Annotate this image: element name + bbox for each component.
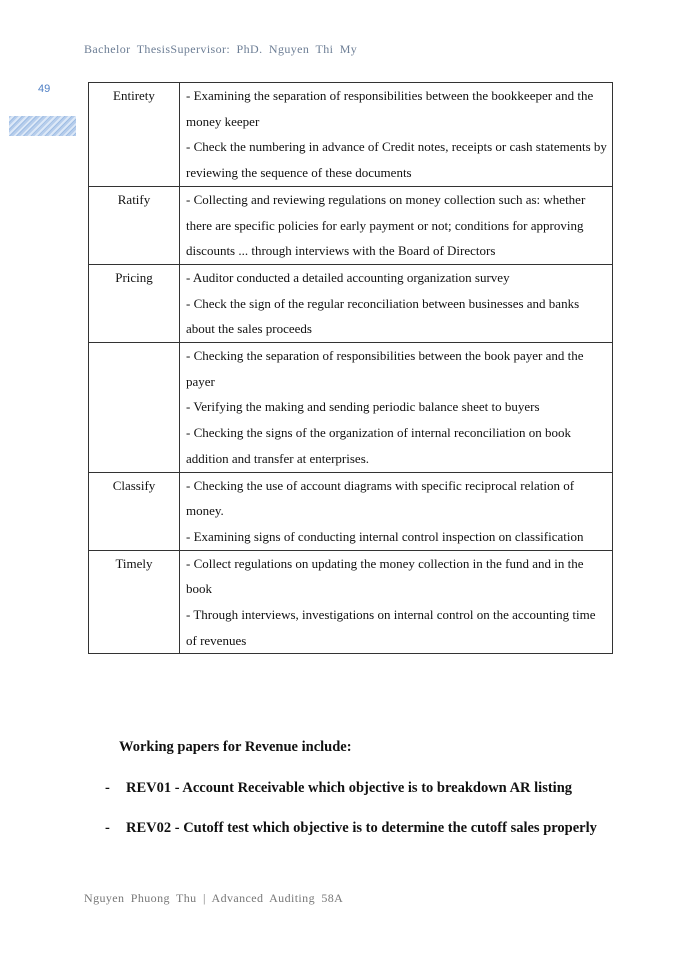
working-papers-title: Working papers for Revenue include:	[119, 739, 352, 755]
working-paper-item	[105, 815, 625, 842]
working-paper-text: REV02 - Cutoff test which objective is to determine the cutoff sales properly	[126, 820, 597, 836]
internal-control-table	[88, 82, 613, 654]
procedure-item: - Through interviews, investigations on internal control on the accounting time of revenues	[186, 607, 596, 648]
procedure-item: - Auditor conducted a detailed accounting organization survey	[186, 269, 510, 285]
procedure-cell	[180, 343, 613, 473]
procedure-item: - Check the numbering in advance of Credit notes, receipts or cash statements by reviewing the sequence of these documents	[186, 139, 607, 181]
procedure-item: - Examining the separation of responsibilities between the bookkeeper and the money keeper	[186, 88, 594, 129]
procedure-item: - Collect regulations on updating the money collection in the fund and in the book	[186, 555, 584, 597]
procedure-item: - Verifying the making and sending periodic balance sheet to buyers	[186, 399, 540, 415]
procedure-cell	[180, 550, 613, 654]
procedure-item: - Check the sign of the regular reconciliation between businesses and banks about the sales proceeds	[186, 295, 580, 337]
page-number-decoration	[9, 116, 76, 136]
working-paper-text: REV01 - Account Receivable which objective is to breakdown AR listing	[126, 780, 573, 796]
running-header: Bachelor ThesisSupervisor: PhD. Nguyen Thi My	[84, 42, 358, 56]
working-paper-item	[105, 775, 625, 802]
objective-cell: Classify	[89, 472, 180, 550]
running-footer: Nguyen Phuong Thu | Advanced Auditing 58A	[84, 891, 344, 905]
bullet-dash: -	[105, 820, 110, 836]
procedure-cell	[180, 186, 613, 264]
table-row	[89, 550, 613, 654]
procedure-cell	[180, 472, 613, 550]
objective-cell: Ratify	[89, 186, 180, 264]
procedure-cell	[180, 83, 613, 187]
procedure-cell	[180, 264, 613, 342]
objective-cell: Timely	[89, 550, 180, 654]
table-row	[89, 83, 613, 187]
objective-cell	[89, 343, 180, 473]
page-number: 49	[38, 83, 51, 95]
table-row	[89, 343, 613, 473]
table-row	[89, 264, 613, 342]
procedure-item: - Checking the signs of the organization of internal reconciliation on book addition and transfer at enterprises.	[186, 425, 571, 466]
objective-cell: Entirety	[89, 83, 180, 187]
objective-cell: Pricing	[89, 264, 180, 342]
table-row	[89, 186, 613, 264]
bullet-dash: -	[105, 780, 110, 796]
table-row	[89, 472, 613, 550]
procedure-item: - Examining signs of conducting internal control inspection on classification	[186, 528, 584, 544]
procedure-item: - Checking the separation of responsibilities between the book payer and the payer	[186, 348, 584, 389]
procedure-item: - Collecting and reviewing regulations on money collection such as: whether there are specific policies for early payment or not; conditions for approving discounts ... through interviews with the Board of Directors	[186, 191, 586, 259]
procedure-item: - Checking the use of account diagrams with specific reciprocal relation of money.	[186, 477, 575, 519]
